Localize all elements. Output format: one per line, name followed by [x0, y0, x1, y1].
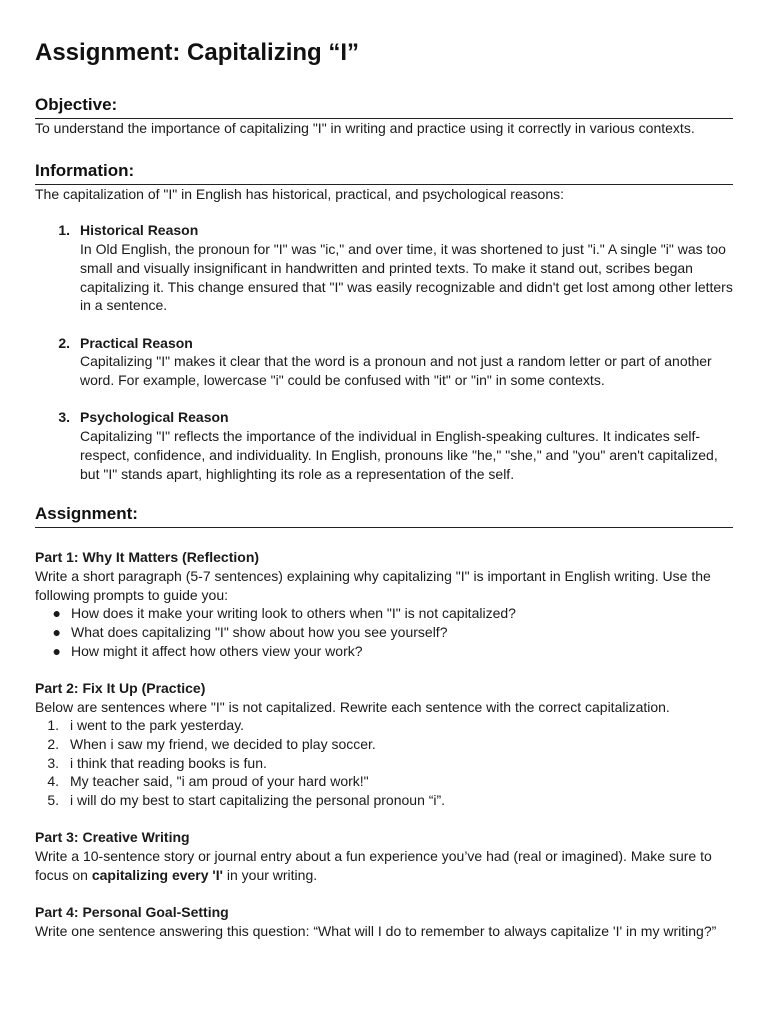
sentence-text: My teacher said, "i am proud of your hard work!" — [70, 773, 369, 790]
item-number: 1. — [47, 717, 59, 734]
objective-section — [35, 94, 733, 138]
list-item — [35, 754, 733, 773]
part-2 — [35, 679, 733, 810]
reason-content — [80, 334, 733, 390]
part-4-title: Part 4: Personal Goal-Setting — [35, 903, 229, 920]
sentence-text: i think that reading books is fun. — [70, 754, 267, 771]
bullet-icon: ● — [52, 624, 61, 641]
item-number: 2. — [47, 736, 59, 753]
reason-number: 1. — [58, 222, 70, 239]
page-title: Assignment: Capitalizing “I” — [35, 39, 360, 66]
assignment-heading: Assignment: — [35, 503, 733, 528]
part-3-text-end: in your writing. — [222, 866, 318, 883]
part-3 — [35, 828, 733, 884]
list-item — [35, 716, 733, 735]
sentence-text: i will do my best to start capitalizing the personal pronoun “i”. — [70, 792, 446, 809]
reason-content — [80, 221, 733, 315]
prompt-text: How might it affect how others view your work? — [71, 642, 363, 659]
item-number: 3. — [47, 754, 59, 771]
part-3-text — [35, 848, 712, 883]
part-3-text-start: Write a 10-sentence story or journal entry about a fun experience you’ve had (real or imagined). Make sure to focus on — [35, 848, 712, 883]
reason-title: Historical Reason — [80, 222, 199, 239]
bullet-icon: ● — [52, 605, 61, 622]
part-3-title: Part 3: Creative Writing — [35, 829, 190, 846]
part-3-emphasis: capitalizing every 'I' — [91, 866, 223, 883]
reason-content — [80, 408, 733, 483]
part-2-text: Below are sentences where "I" is not capitalized. Rewrite each sentence with the correct capitalization. — [35, 698, 670, 715]
part-4-text: Write one sentence answering this question: “What will I do to remember to always capitalize 'I' in my writing?” — [35, 922, 717, 939]
reason-text: Capitalizing "I" reflects the importance of the individual in English-speaking cultures. It indicates self-respect, confidence, and individuality. In English, pronouns like "he," "she," and "you" aren't capitalized, but "I" stands apart, highlighting its role as a representation of the self. — [80, 428, 718, 482]
objective-text: To understand the importance of capitalizing "I" in writing and practice using it correctly in various contexts. — [35, 120, 695, 136]
reason-text: In Old English, the pronoun for "I" was "ic," and over time, it was shortened to just "i." A single "i" was too small and visually insignificant in handwritten and printed texts. To make it stand out, scribes began capitalizing it. This change ensured that "I" was easily recognizable and didn't get lost among other letters in a sentence. — [80, 241, 733, 314]
part-2-sentences — [35, 716, 733, 810]
item-number: 4. — [47, 773, 59, 790]
assignment-section — [35, 503, 733, 940]
objective-heading: Objective: — [35, 94, 733, 119]
reason-item-psychological — [35, 408, 733, 483]
part-2-title: Part 2: Fix It Up (Practice) — [35, 679, 206, 696]
item-number: 5. — [47, 792, 59, 809]
reason-number: 3. — [58, 409, 70, 426]
part-4 — [35, 903, 733, 940]
information-heading: Information: — [35, 160, 733, 185]
reason-number: 2. — [58, 334, 70, 351]
part-1-prompts — [35, 604, 733, 660]
sentence-text: i went to the park yesterday. — [70, 717, 245, 734]
reason-title: Psychological Reason — [80, 409, 229, 426]
information-section — [35, 160, 733, 484]
information-intro: The capitalization of "I" in English has historical, practical, and psychological reasons: — [35, 185, 564, 202]
list-item — [35, 772, 733, 791]
sentence-text: When i saw my friend, we decided to play soccer. — [70, 736, 376, 753]
reason-item-practical — [35, 334, 733, 390]
list-item — [35, 791, 733, 810]
prompt-text: What does capitalizing "I" show about how you see yourself? — [71, 624, 448, 641]
list-item — [35, 735, 733, 754]
list-item — [35, 623, 733, 642]
prompt-text: How does it make your writing look to others when "I" is not capitalized? — [71, 605, 516, 622]
reason-item-historical — [35, 221, 733, 315]
list-item — [35, 642, 733, 661]
reason-title: Practical Reason — [80, 334, 193, 351]
reasons-list — [35, 221, 733, 483]
part-1-title: Part 1: Why It Matters (Reflection) — [35, 549, 260, 566]
reason-text: Capitalizing "I" makes it clear that the word is a pronoun and not just a random letter or part of another word. For example, lowercase "i" could be confused with "it" or "in" in some contexts. — [80, 353, 712, 389]
part-1 — [35, 548, 733, 660]
list-item — [35, 604, 733, 623]
part-1-text: Write a short paragraph (5-7 sentences) explaining why capitalizing "I" is important in English writing. Use the following prompts to guide you: — [35, 567, 711, 603]
bullet-icon: ● — [52, 642, 61, 659]
